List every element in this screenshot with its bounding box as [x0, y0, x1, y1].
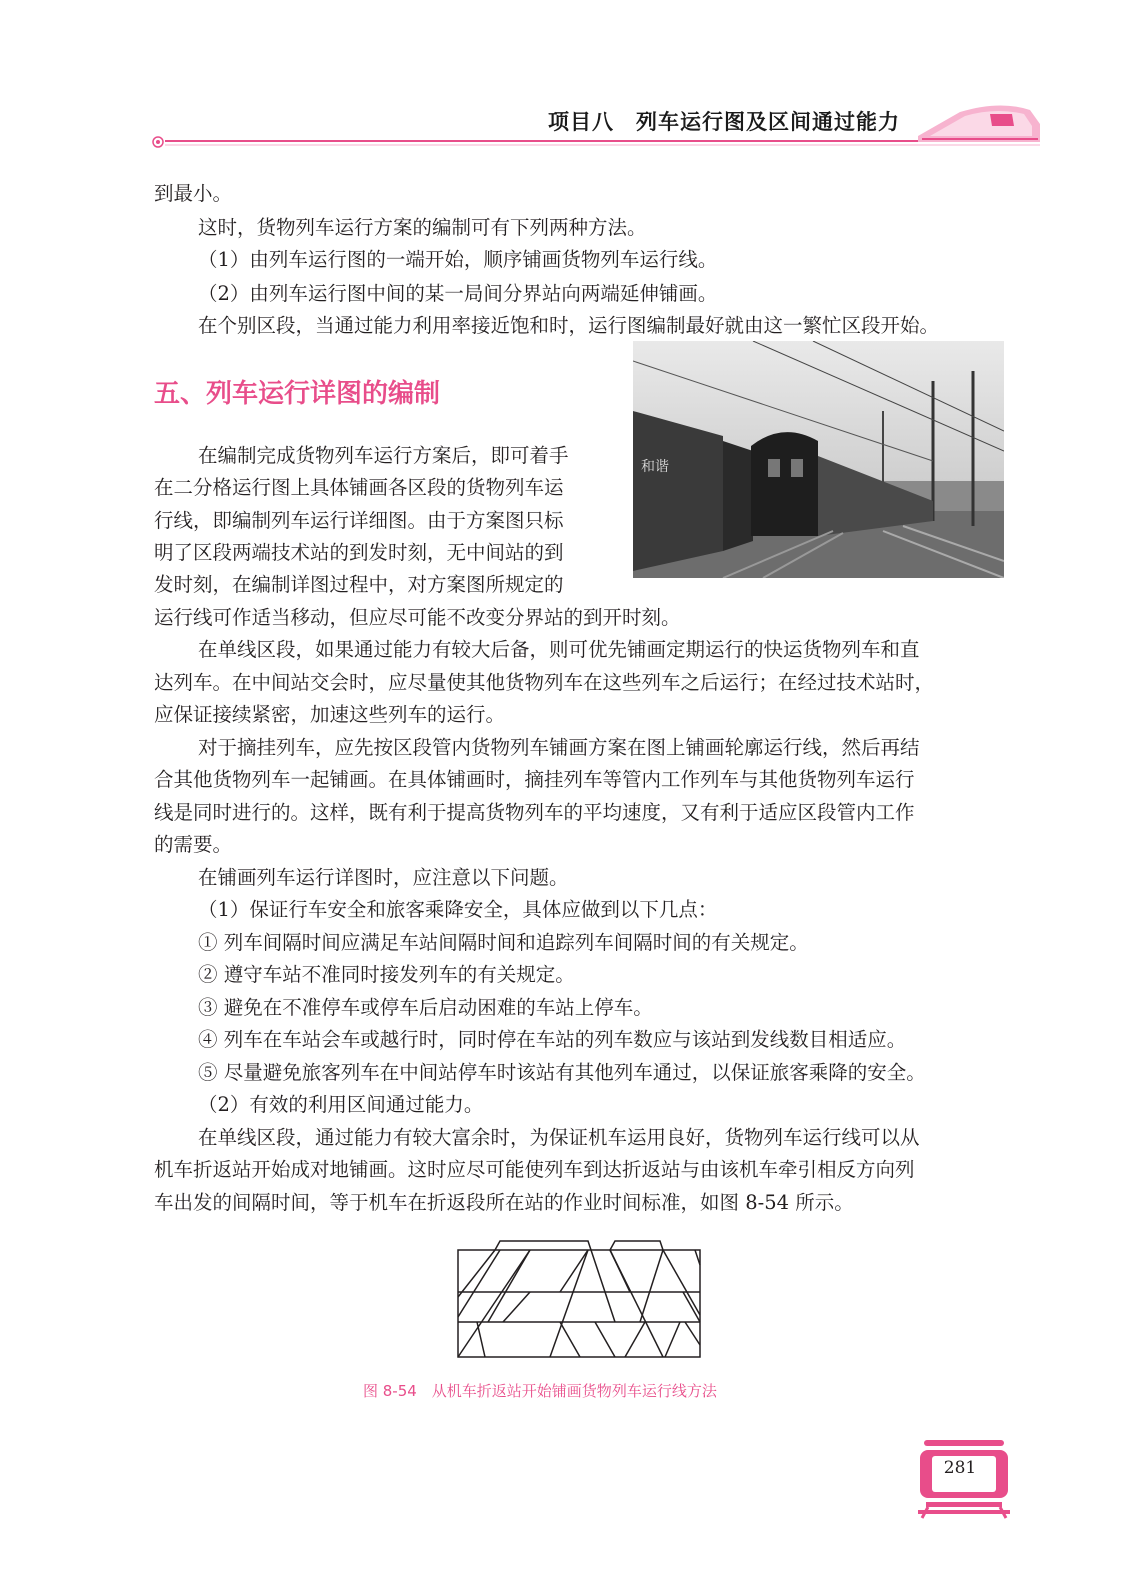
page-number: 281	[943, 1458, 977, 1478]
paragraph: （1）由列车运行图的一端开始，顺序铺画货物列车运行线。	[198, 248, 718, 271]
section-title: 五、列车运行详图的编制	[154, 379, 441, 409]
paragraph: 合其他货物列车一起铺画。在具体铺画时，摘挂列车等管内工作列车与其他货物列车运行	[154, 768, 915, 791]
paragraph: 应保证接续紧密，加速这些列车的运行。	[154, 703, 506, 726]
paragraph: （2）有效的利用区间通过能力。	[198, 1093, 484, 1116]
paragraph: 在个别区段，当通过能力利用率接近饱和时，运行图编制最好就由这一繁忙区段开始。	[198, 314, 940, 337]
figure-caption: 图 8-54 从机车折返站开始铺画货物列车运行线方法	[363, 1382, 717, 1400]
header-decoration	[0, 0, 1127, 160]
train-diagram	[455, 1235, 705, 1360]
paragraph: 机车折返站开始成对地铺画。这时应尽可能使列车到达折返站与由该机车牵引相反方向列	[154, 1158, 915, 1181]
list-item: ① 列车间隔时间应满足车站间隔时间和追踪列车间隔时间的有关规定。	[198, 931, 809, 954]
page-number-badge	[918, 1440, 1010, 1520]
paragraph: 运行线可作适当移动，但应尽可能不改变分界站的到开时刻。	[154, 606, 681, 629]
train-icon	[918, 105, 1040, 142]
paragraph: 达列车。在中间站交会时，应尽量使其他货物列车在这些列车之后运行；在经过技术站时，	[154, 671, 935, 694]
paragraph: 在二分格运行图上具体铺画各区段的货物列车运	[154, 476, 564, 499]
list-item: ③ 避免在不准停车或停车后启动困难的车站上停车。	[198, 996, 653, 1019]
paragraph: 在铺画列车运行详图时，应注意以下问题。	[198, 866, 569, 889]
railway-photo	[633, 341, 1004, 578]
paragraph: （2）由列车运行图中间的某一局间分界站向两端延伸铺画。	[198, 282, 718, 305]
paragraph: 明了区段两端技术站的到发时刻，无中间站的到	[154, 541, 564, 564]
list-item: ④ 列车在车站会车或越行时，同时停在车站的列车数应与该站到发线数目相适应。	[198, 1028, 907, 1051]
photo-label: 和谐	[641, 459, 669, 475]
list-item: ② 遵守车站不准同时接发列车的有关规定。	[198, 963, 575, 986]
paragraph: 对于摘挂列车，应先按区段管内货物列车铺画方案在图上铺画轮廓运行线，然后再结	[198, 736, 920, 759]
paragraph: （1）保证行车安全和旅客乘降安全，具体应做到以下几点：	[198, 898, 718, 921]
paragraph: 到最小。	[154, 182, 233, 205]
paragraph: 行线，即编制列车运行详细图。由于方案图只标	[154, 509, 564, 532]
paragraph: 发时刻，在编制详图过程中，对方案图所规定的	[154, 573, 564, 596]
paragraph: 在编制完成货物列车运行方案后，即可着手	[198, 444, 569, 467]
paragraph: 的需要。	[154, 833, 233, 856]
header-title: 项目八 列车运行图及区间通过能力	[548, 110, 900, 134]
list-item: ⑤ 尽量避免旅客列车在中间站停车时该站有其他列车通过，以保证旅客乘降的安全。	[198, 1061, 926, 1084]
paragraph: 在单线区段，如果通过能力有较大后备，则可优先铺画定期运行的快运货物列车和直	[198, 638, 920, 661]
paragraph: 线是同时进行的。这样，既有利于提高货物列车的平均速度，又有利于适应区段管内工作	[154, 801, 915, 824]
paragraph: 在单线区段，通过能力有较大富余时，为保证机车运用良好，货物列车运行线可以从	[198, 1126, 920, 1149]
paragraph: 车出发的间隔时间，等于机车在折返段所在站的作业时间标准，如图 8-54 所示。	[154, 1191, 854, 1214]
paragraph: 这时，货物列车运行方案的编制可有下列两种方法。	[198, 216, 647, 239]
